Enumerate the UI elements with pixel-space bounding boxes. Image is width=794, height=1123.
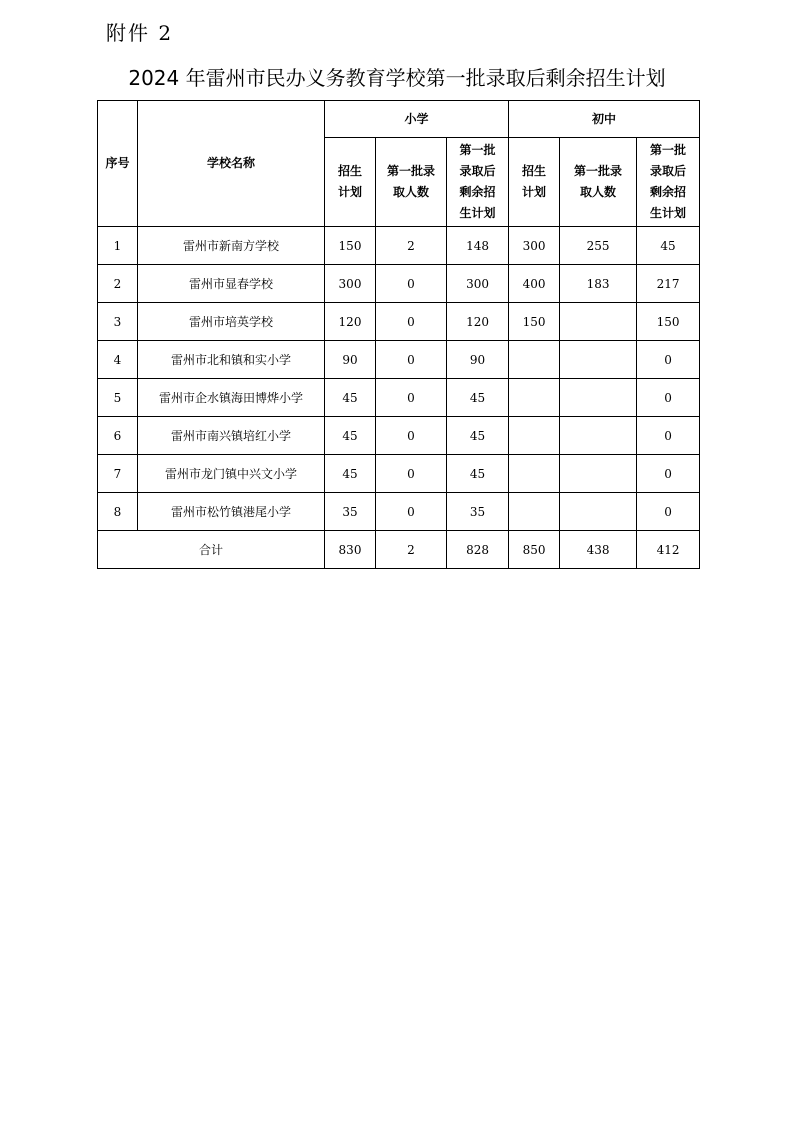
cell-primary-plan: 45	[325, 455, 376, 493]
cell-total-junior-remaining: 412	[637, 531, 700, 569]
cell-total-label: 合计	[98, 531, 325, 569]
cell-primary-remaining: 148	[447, 227, 509, 265]
cell-primary-first: 0	[376, 303, 447, 341]
header-junior-plan: 招生计划	[509, 138, 560, 227]
cell-school-name: 雷州市显春学校	[138, 265, 325, 303]
cell-seq: 2	[98, 265, 138, 303]
table-row	[98, 417, 700, 455]
cell-primary-remaining: 300	[447, 265, 509, 303]
cell-total-junior-first: 438	[560, 531, 637, 569]
page-title: 2024 年雷州市民办义务教育学校第一批录取后剩余招生计划	[128, 66, 666, 90]
cell-junior-plan	[509, 455, 560, 493]
cell-total-primary-first: 2	[376, 531, 447, 569]
cell-total-primary-remaining: 828	[447, 531, 509, 569]
cell-junior-plan	[509, 341, 560, 379]
cell-school-name: 雷州市北和镇和实小学	[138, 341, 325, 379]
cell-seq: 3	[98, 303, 138, 341]
cell-junior-first	[560, 493, 637, 531]
cell-junior-first	[560, 379, 637, 417]
cell-junior-first: 183	[560, 265, 637, 303]
cell-primary-plan: 90	[325, 341, 376, 379]
cell-primary-first: 0	[376, 417, 447, 455]
cell-junior-plan	[509, 379, 560, 417]
header-primary-first-batch: 第一批录取人数	[376, 138, 447, 227]
cell-junior-remaining: 45	[637, 227, 700, 265]
header-school-name: 学校名称	[138, 101, 325, 227]
cell-seq: 5	[98, 379, 138, 417]
table-row	[98, 455, 700, 493]
cell-primary-first: 0	[376, 493, 447, 531]
cell-primary-remaining: 45	[447, 455, 509, 493]
cell-junior-remaining: 150	[637, 303, 700, 341]
cell-total-junior-plan: 850	[509, 531, 560, 569]
header-primary-plan: 招生计划	[325, 138, 376, 227]
cell-junior-remaining: 0	[637, 493, 700, 531]
cell-junior-first	[560, 417, 637, 455]
header-junior-first-batch: 第一批录取人数	[560, 138, 637, 227]
cell-seq: 7	[98, 455, 138, 493]
cell-school-name: 雷州市培英学校	[138, 303, 325, 341]
cell-school-name: 雷州市新南方学校	[138, 227, 325, 265]
cell-primary-plan: 45	[325, 379, 376, 417]
table-row	[98, 493, 700, 531]
cell-seq: 4	[98, 341, 138, 379]
header-seq: 序号	[98, 101, 138, 227]
cell-total-primary-plan: 830	[325, 531, 376, 569]
cell-junior-remaining: 0	[637, 341, 700, 379]
table-row	[98, 379, 700, 417]
cell-primary-remaining: 120	[447, 303, 509, 341]
cell-seq: 8	[98, 493, 138, 531]
table-row	[98, 227, 700, 265]
cell-school-name: 雷州市松竹镇港尾小学	[138, 493, 325, 531]
header-primary-remaining: 第一批录取后剩余招生计划	[447, 138, 509, 227]
cell-junior-first	[560, 455, 637, 493]
cell-primary-plan: 45	[325, 417, 376, 455]
cell-junior-first: 255	[560, 227, 637, 265]
cell-school-name: 雷州市南兴镇培红小学	[138, 417, 325, 455]
enrollment-table	[97, 100, 700, 569]
header-primary: 小学	[325, 101, 509, 138]
table-row	[98, 265, 700, 303]
cell-seq: 1	[98, 227, 138, 265]
table-row	[98, 303, 700, 341]
cell-junior-plan: 400	[509, 265, 560, 303]
cell-school-name: 雷州市龙门镇中兴文小学	[138, 455, 325, 493]
cell-junior-remaining: 217	[637, 265, 700, 303]
cell-junior-plan: 150	[509, 303, 560, 341]
cell-junior-plan: 300	[509, 227, 560, 265]
cell-junior-first	[560, 303, 637, 341]
cell-primary-plan: 150	[325, 227, 376, 265]
cell-primary-plan: 120	[325, 303, 376, 341]
cell-junior-first	[560, 341, 637, 379]
cell-primary-first: 0	[376, 265, 447, 303]
cell-primary-first: 0	[376, 341, 447, 379]
cell-primary-plan: 300	[325, 265, 376, 303]
cell-junior-plan	[509, 417, 560, 455]
cell-primary-remaining: 90	[447, 341, 509, 379]
header-junior: 初中	[509, 101, 700, 138]
cell-primary-plan: 35	[325, 493, 376, 531]
cell-primary-first: 2	[376, 227, 447, 265]
cell-primary-remaining: 35	[447, 493, 509, 531]
cell-junior-remaining: 0	[637, 417, 700, 455]
header-row-1	[98, 101, 700, 138]
cell-junior-plan	[509, 493, 560, 531]
header-junior-remaining: 第一批录取后剩余招生计划	[637, 138, 700, 227]
cell-junior-remaining: 0	[637, 379, 700, 417]
cell-primary-remaining: 45	[447, 417, 509, 455]
cell-primary-remaining: 45	[447, 379, 509, 417]
cell-primary-first: 0	[376, 379, 447, 417]
total-row	[98, 531, 700, 569]
cell-school-name: 雷州市企水镇海田博烨小学	[138, 379, 325, 417]
cell-primary-first: 0	[376, 455, 447, 493]
table-row	[98, 341, 700, 379]
attachment-label: 附件 2	[106, 21, 174, 45]
cell-junior-remaining: 0	[637, 455, 700, 493]
cell-seq: 6	[98, 417, 138, 455]
